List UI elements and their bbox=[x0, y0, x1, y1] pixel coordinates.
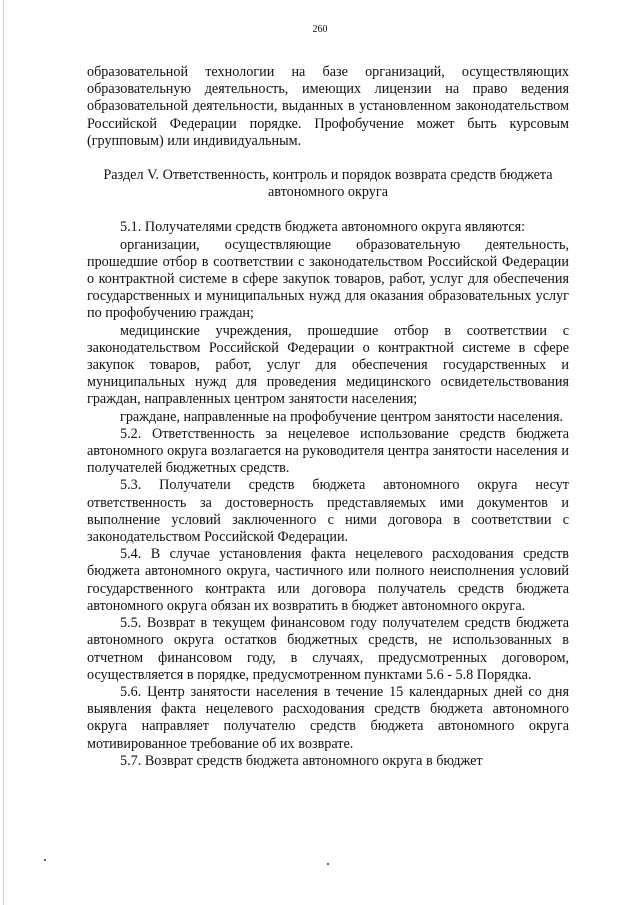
section-heading bbox=[87, 167, 569, 201]
document-body bbox=[87, 64, 569, 770]
paragraph: 5.3. Получатели средств бюджета автономного округа несут ответственность за достоверность представляемых ими документов и выполнение условий заключенного с ними договора в соответствии с законодательством Российской Федерации. bbox=[87, 477, 569, 546]
intro-paragraph: образовательной технологии на базе организаций, осуществляющих образовательную деятельность, имеющих лицензии на право ведения образовательной деятельности, выданных в установленном законодательством Российской Федерации порядке. Профобучение может быть курсовым (групповым) или индивидуальным. bbox=[87, 64, 569, 149]
paragraph: граждане, направленные на профобучение центром занятости населения. bbox=[120, 408, 564, 425]
paragraph: организации, осуществляющие образовательную деятельность, прошедшие отбор в соответствии с законодательством Российской Федерации о контрактной системе в сфере закупок товаров, работ, услуг для обеспечения государственных и муниципальных нужд для оказания образовательных услуг по профобучению граждан; bbox=[87, 236, 569, 322]
paragraph: 5.2. Ответственность за нецелевое использование средств бюджета автономного округа возлагается на руководителя центра занятости населения и получателей бюджетных средств. bbox=[87, 425, 569, 477]
scan-speck bbox=[327, 863, 329, 865]
paragraph: 5.4. В случае установления факта нецелевого расходования средств бюджета автономного округа, частичного или полного неисполнения условий государственного контракта или договора получатель средств бюджета автономного округа обязан их возвратить в бюджет автономного округа. bbox=[87, 546, 569, 614]
page-edge bbox=[3, 0, 4, 905]
scan-speck bbox=[44, 859, 46, 861]
paragraph: медицинские учреждения, прошедшие отбор в соответствии с законодательством Российской Федерации о контрактной системе в сфере закупок товаров, работ, услуг для обеспечения государственных и муниципальных нужд для проведения медицинского освидетельствования граждан, направленных центром занятости населения; bbox=[87, 322, 569, 408]
paragraph: 5.7. Возврат средств бюджета автономного округа в бюджет bbox=[120, 752, 483, 769]
section-title-line1: Раздел V. Ответственность, контроль и порядок возврата средств бюджета bbox=[103, 167, 553, 184]
paragraph: 5.5. Возврат в текущем финансовом году получателем средств бюджета автономного округа остатков бюджетных средств, не использованных в отчетном финансовом году, в случаях, предусмотренных договором, осуществляется в порядке, предусмотренном пунктами 5.6 - 5.8 Порядка. bbox=[87, 615, 569, 683]
page-number: 260 bbox=[312, 24, 328, 35]
paragraph: 5.1. Получателями средств бюджета автономного округа являются: bbox=[120, 219, 526, 236]
paragraph: 5.6. Центр занятости населения в течение 15 календарных дней со дня выявления факта нецелевого расходования средств бюджета автономного округа направляет получателю средств бюджета автономного округа мотивированное требование об их возврате. bbox=[87, 683, 569, 752]
section-title-line2: автономного округа bbox=[267, 184, 389, 201]
